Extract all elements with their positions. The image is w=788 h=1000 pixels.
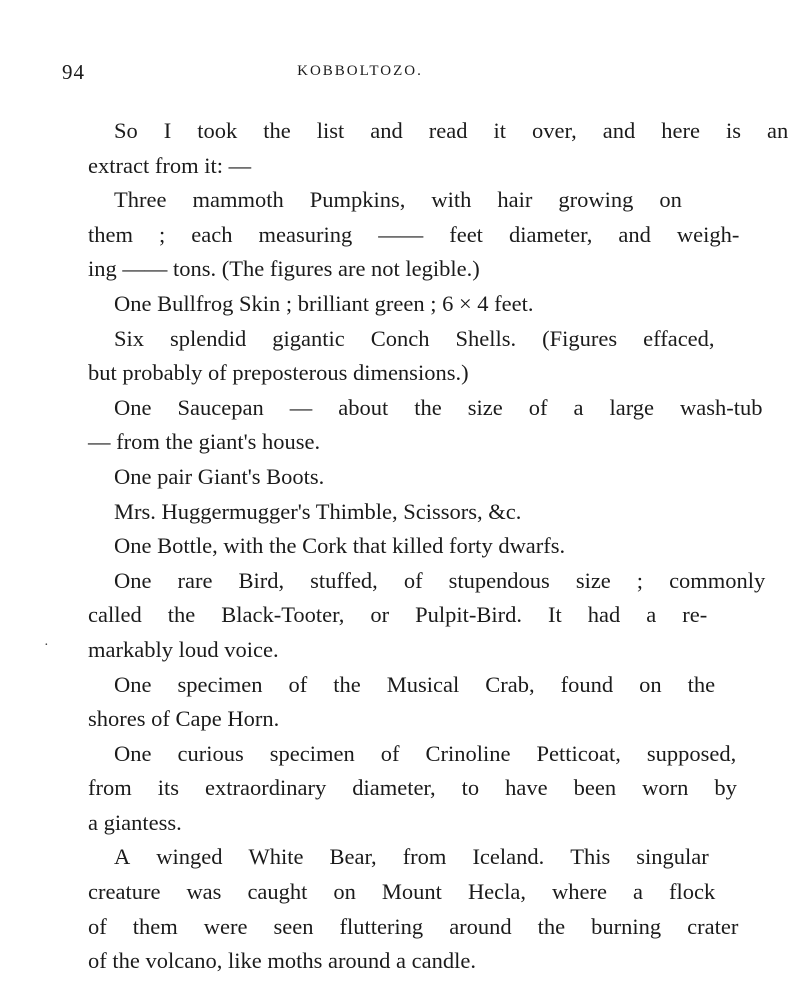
- paragraph: [62, 564, 766, 668]
- text-line: shores of Cape Horn.: [88, 706, 280, 732]
- text-line: them ; each measuring —— feet diameter, and weigh-: [88, 221, 740, 247]
- text-line: One Bottle, with the Cork that killed forty dwarfs.: [114, 533, 566, 559]
- ink-speck: ·: [44, 638, 49, 653]
- text-line: Three mammoth Pumpkins, with hair growing on: [114, 187, 682, 213]
- paragraph: [62, 840, 739, 978]
- paragraph: [62, 114, 788, 183]
- text-line: One Bullfrog Skin ; brilliant green ; 6 × 4 feet.: [114, 290, 534, 316]
- paragraph: [62, 183, 740, 287]
- text-line: One specimen of the Musical Crab, found on the: [114, 671, 716, 697]
- text-line: One pair Giant's Boots.: [114, 463, 325, 489]
- paragraph: [62, 737, 737, 841]
- paragraph: [62, 495, 658, 530]
- running-title: KOBBOLTOZO.: [297, 63, 423, 79]
- body-text: [62, 114, 788, 979]
- running-head: [62, 60, 658, 82]
- paragraph: [62, 529, 658, 564]
- text-line: of the volcano, like moths around a candle.: [88, 948, 477, 974]
- text-line: — from the giant's house.: [88, 429, 321, 455]
- paragraph: [62, 460, 658, 495]
- text-line: a giantess.: [88, 809, 182, 835]
- text-line: but probably of preposterous dimensions.): [88, 360, 469, 386]
- text-line: So I took the list and read it over, and here is an: [114, 118, 788, 143]
- text-line: markably loud voice.: [88, 636, 279, 662]
- paragraph: [62, 391, 763, 460]
- text-line: of them were seen fluttering around the burning crater: [88, 913, 739, 939]
- text-line: creature was caught on Mount Hecla, where a flock: [88, 879, 716, 905]
- text-line: Six splendid gigantic Conch Shells. (Figures effaced,: [114, 325, 715, 351]
- text-line: ing —— tons. (The figures are not legible.): [88, 256, 480, 282]
- text-line: Mrs. Huggermugger's Thimble, Scissors, &c.: [114, 498, 522, 524]
- text-line: One rare Bird, stuffed, of stupendous size ; commonly: [114, 567, 766, 593]
- paragraph: [62, 287, 658, 322]
- text-line: extract from it: —: [88, 152, 252, 178]
- text-line: A winged White Bear, from Iceland. This singular: [114, 844, 709, 870]
- text-line: One Saucepan — about the size of a large wash-tub: [114, 394, 763, 420]
- text-line: One curious specimen of Crinoline Petticoat, supposed,: [114, 740, 737, 766]
- text-line: called the Black-Tooter, or Pulpit-Bird. It had a re-: [88, 602, 708, 628]
- text-line: from its extraordinary diameter, to have been worn by: [88, 775, 737, 801]
- paragraph: [62, 322, 715, 391]
- paragraph: [62, 668, 716, 737]
- page-number: 94: [62, 60, 85, 84]
